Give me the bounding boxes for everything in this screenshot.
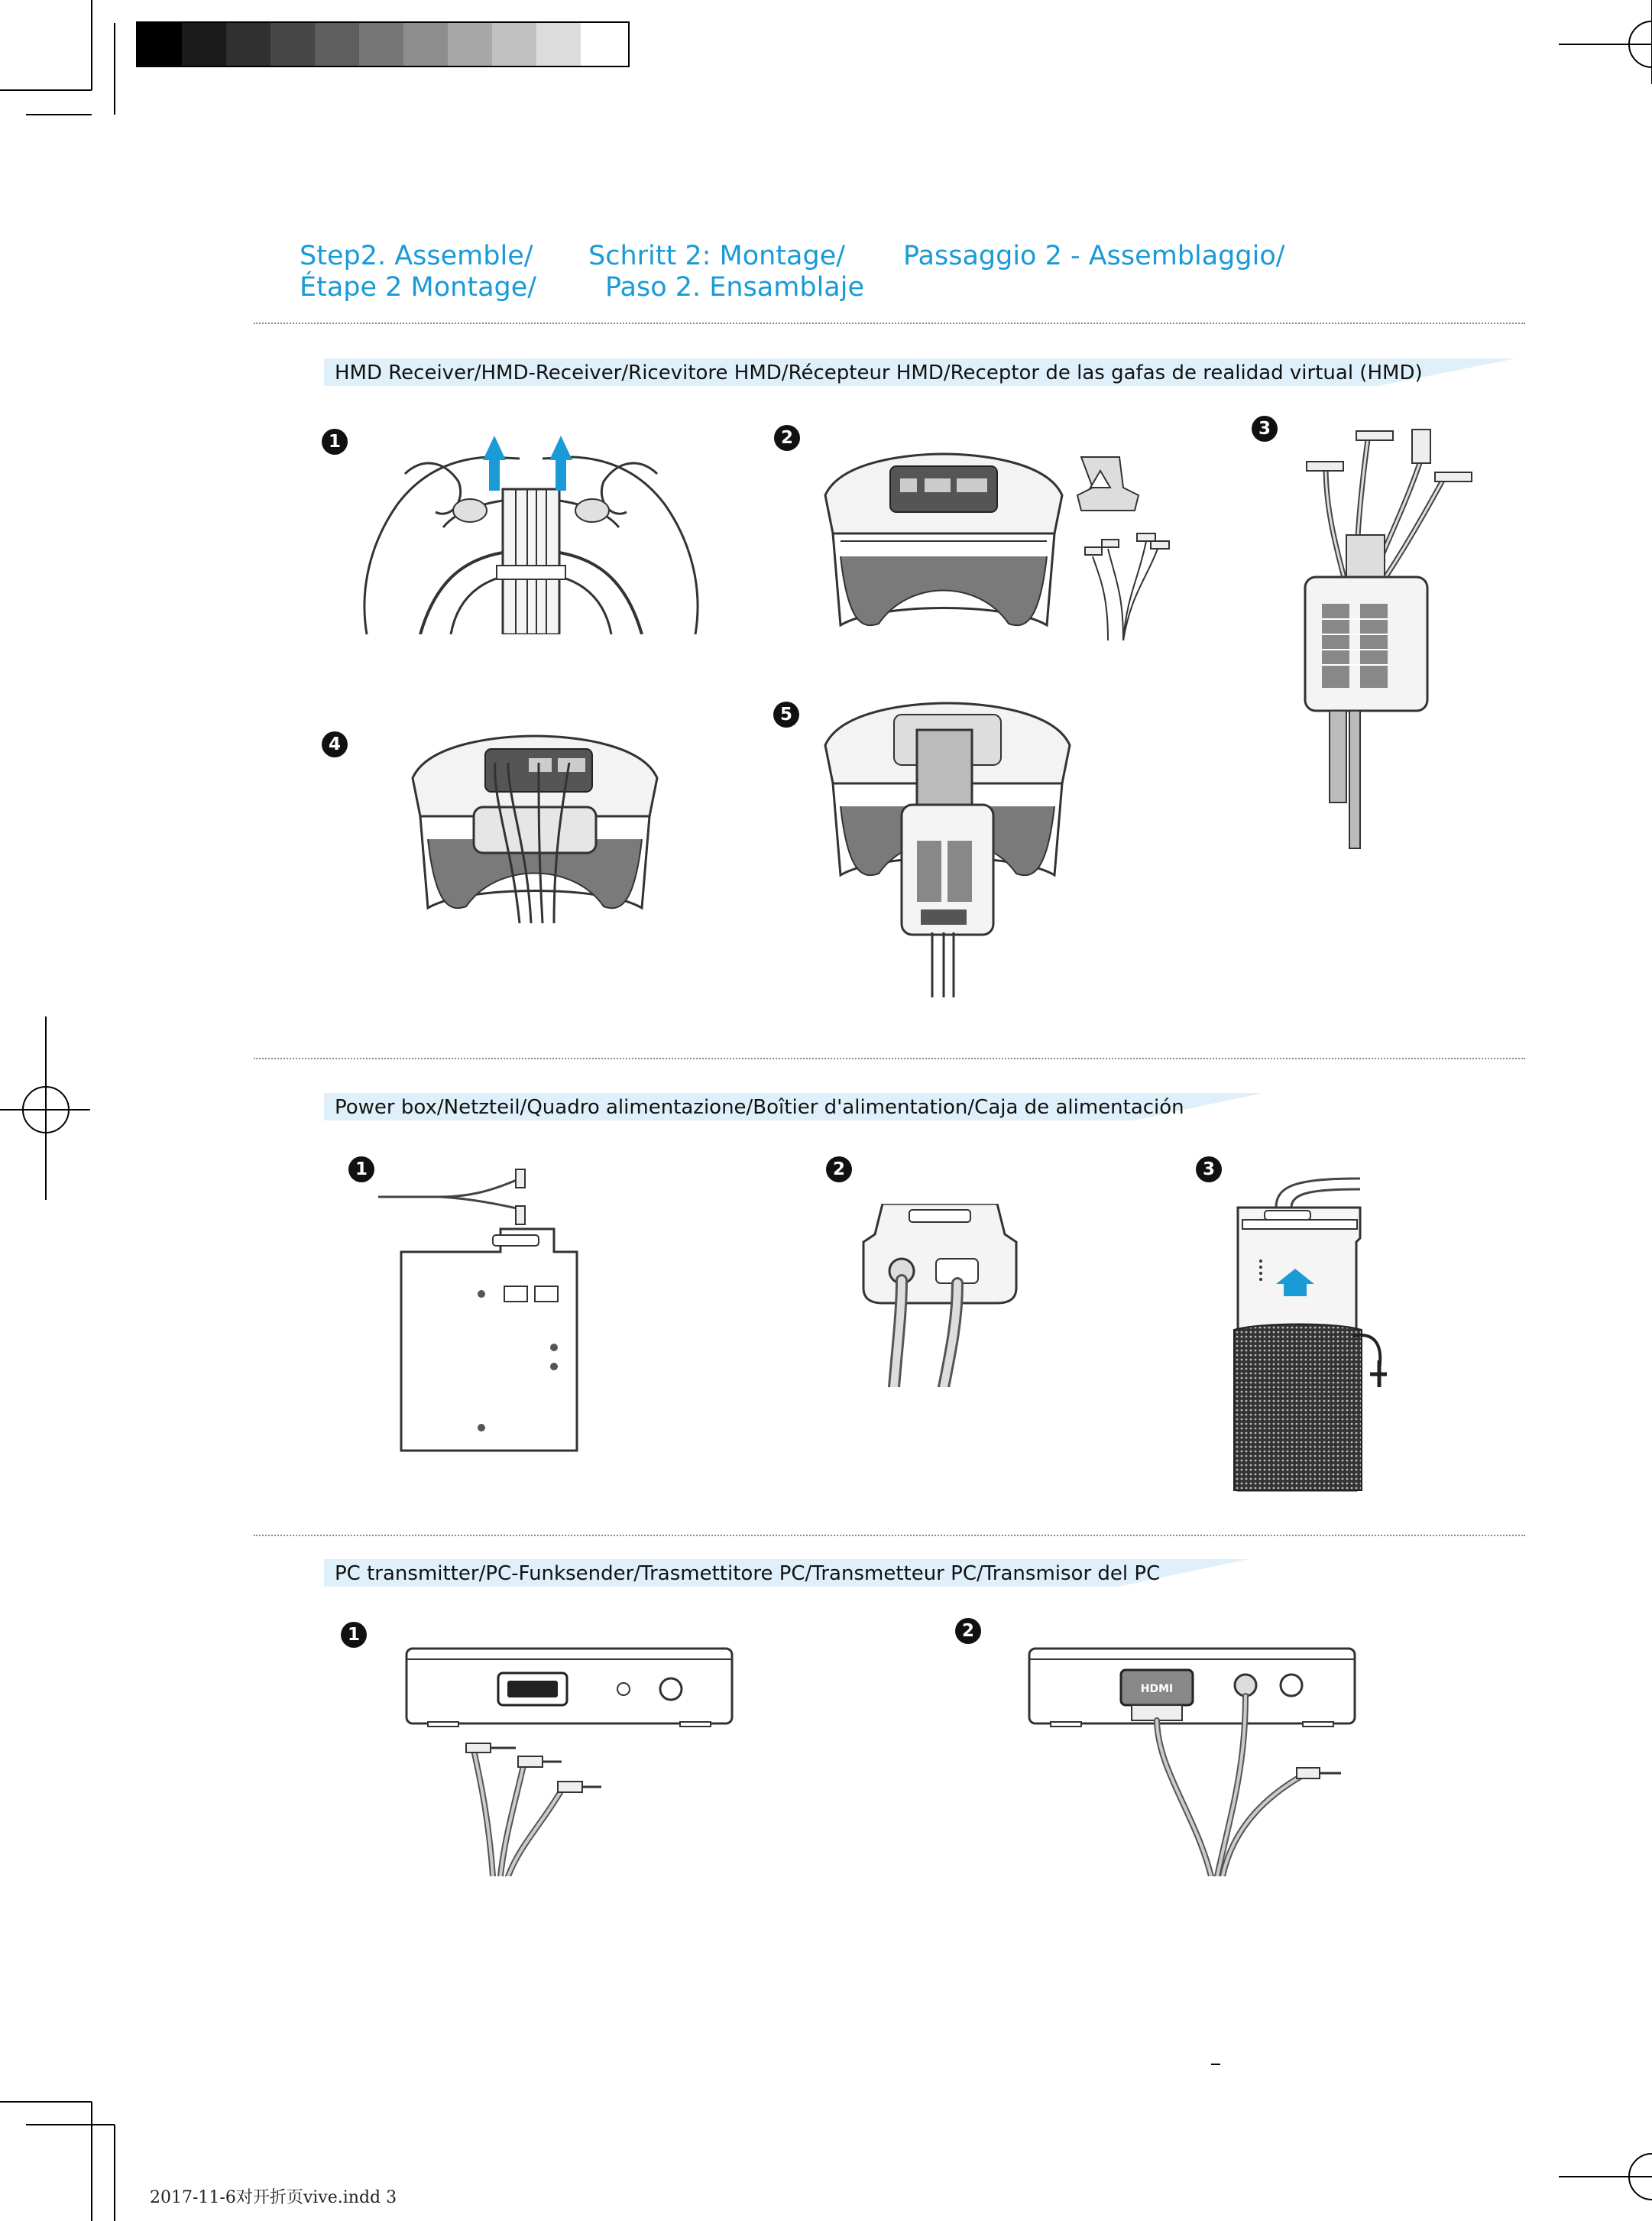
step-number: 1	[348, 1156, 374, 1182]
color-bar-frame	[136, 21, 630, 67]
heading-de: Schritt 2: Montage/	[588, 241, 846, 271]
heading-fr: Étape 2 Montage/	[300, 272, 537, 303]
power-step1-illustration	[378, 1168, 592, 1458]
step-number: 4	[322, 731, 348, 757]
section-divider	[254, 1535, 1525, 1536]
section-divider	[254, 323, 1525, 324]
heading-es: Paso 2. Ensamblaje	[605, 272, 864, 303]
section-title-power: Power box/Netzteil/Quadro alimentazione/Boîtier d'alimentation/Caja de alimentación	[335, 1096, 1184, 1119]
step-number: 5	[773, 702, 799, 728]
section-banner-hmd	[324, 358, 1516, 386]
power-step3-illustration	[1230, 1169, 1406, 1498]
hmd-step1-illustration	[359, 428, 703, 634]
step-number: 1	[322, 429, 348, 455]
section-title-hmd: HMD Receiver/HMD-Receiver/Ricevitore HMD/Récepteur HMD/Receptor de las gafas de realidad virtual (HMD)	[335, 362, 1423, 384]
section-banner-power	[324, 1093, 1264, 1120]
hmd-step2-illustration	[818, 449, 1184, 648]
heading-it: Passaggio 2 - Assemblaggio/	[903, 241, 1285, 271]
step-number: 2	[955, 1618, 981, 1644]
step-number: 3	[1196, 1156, 1222, 1182]
step-number: 1	[341, 1622, 367, 1648]
hdmi-label: HDMI	[1140, 1683, 1174, 1695]
pc-step1-illustration	[405, 1647, 734, 1876]
print-slug: 2017-11-6对开折页vive.indd 3	[150, 2188, 397, 2207]
heading-en: Step2. Assemble/	[300, 241, 533, 271]
hmd-step5-illustration	[818, 699, 1077, 1005]
step-number: 3	[1252, 416, 1278, 442]
step-number: 2	[826, 1156, 852, 1182]
section-banner-pc	[324, 1559, 1249, 1587]
hmd-step3-illustration	[1284, 420, 1482, 856]
hmd-step4-illustration	[405, 732, 665, 923]
pc-step2-illustration	[1028, 1647, 1364, 1876]
section-title-pc: PC transmitter/PC-Funksender/Trasmettitore PC/Transmetteur PC/Transmisor del PC	[335, 1562, 1161, 1585]
section-divider	[254, 1058, 1525, 1059]
power-step2-illustration	[860, 1204, 1020, 1387]
step-number: 2	[774, 425, 800, 451]
